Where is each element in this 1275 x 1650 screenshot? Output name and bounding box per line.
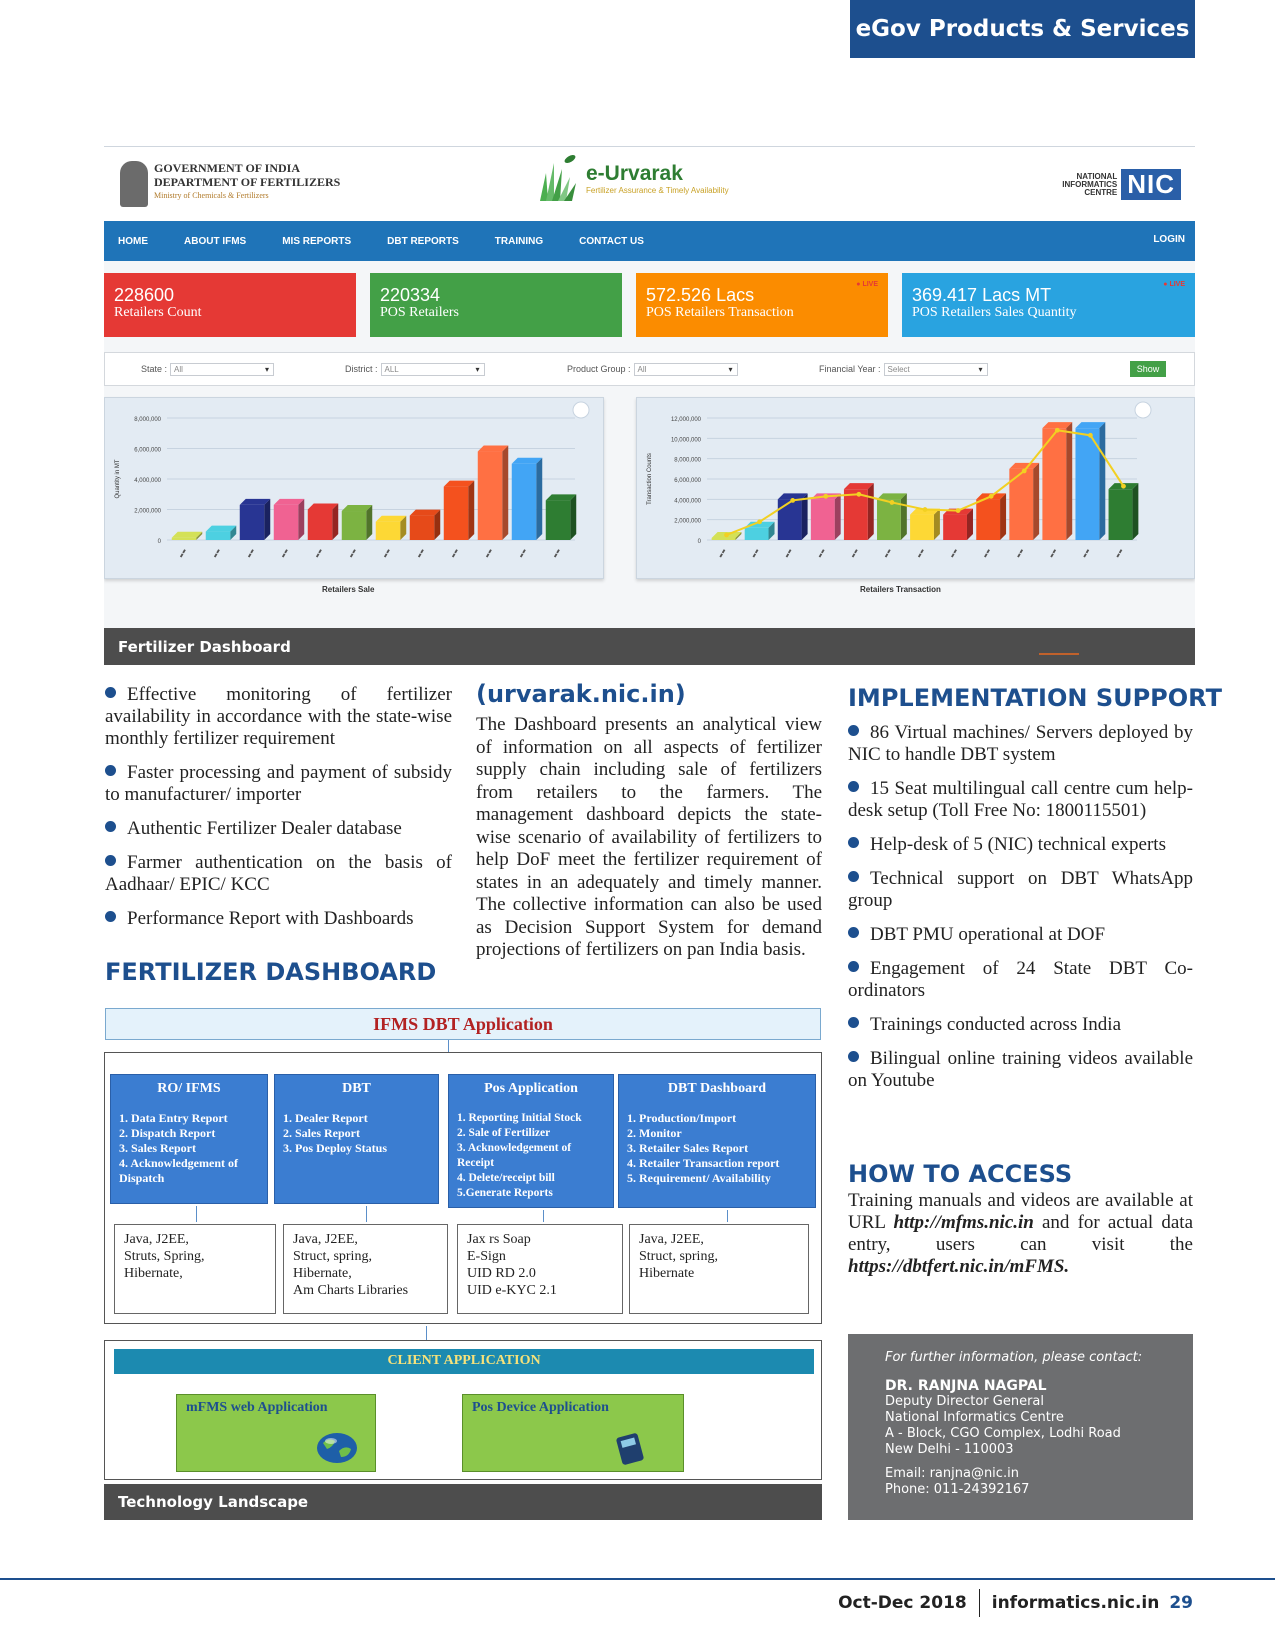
chart-menu-icon bbox=[573, 402, 589, 418]
y-axis-label: Transaction Counts bbox=[647, 453, 653, 505]
module-title: DBT bbox=[342, 1081, 371, 1096]
arrow-connector bbox=[543, 1210, 544, 1222]
list-item: Technical support on DBT WhatsApp group bbox=[848, 868, 1193, 911]
module-title: RO/ IFMS bbox=[157, 1081, 221, 1096]
bar-side bbox=[1099, 422, 1105, 540]
bar bbox=[376, 522, 400, 540]
module-ro-ifms: RO/ IFMS 1. Data Entry Report 2. Dispatch Report 3. Sales Report 4. Acknowledgement of Dispatch bbox=[110, 1074, 268, 1204]
bar-side bbox=[366, 505, 372, 540]
trend-point bbox=[890, 500, 895, 505]
list-item: Bilingual online training videos available on Youtube bbox=[848, 1048, 1193, 1091]
x-tick-mark: ▬▬ bbox=[1081, 547, 1092, 560]
bullet-icon bbox=[848, 961, 859, 972]
arrow-connector bbox=[426, 1326, 427, 1340]
financial-year-select[interactable]: Select ▾ bbox=[884, 363, 988, 376]
bar bbox=[172, 538, 196, 540]
trend-point bbox=[1088, 433, 1093, 438]
bar-side bbox=[835, 493, 841, 540]
bar bbox=[546, 500, 570, 540]
goi-logo bbox=[120, 161, 340, 207]
contact-intro: For further information, please contact: bbox=[885, 1350, 1143, 1365]
list-item: DBT PMU operational at DOF bbox=[848, 924, 1193, 946]
nic-full-name: NATIONAL INFORMATICS CENTRE bbox=[1062, 171, 1118, 197]
live-badge: ● LIVE bbox=[856, 281, 878, 288]
state-select[interactable]: All ▾ bbox=[170, 363, 274, 376]
kpi-label: POS Retailers bbox=[380, 305, 459, 320]
y-tick-label: 2,000,000 bbox=[674, 518, 701, 525]
arrow-connector bbox=[448, 1040, 449, 1052]
kpi-value: 572.526 Lacs bbox=[646, 285, 755, 305]
bullet-icon bbox=[105, 855, 116, 866]
module-dbt-dashboard: DBT Dashboard 1. Production/Import 2. Monitor 3. Retailer Sales Report 4. Retailer Transaction report 5. Requirement/ Availability bbox=[618, 1074, 816, 1208]
x-tick-mark: ▬▬ bbox=[552, 547, 563, 560]
bar bbox=[844, 489, 868, 540]
kpi-label: POS Retailers Sales Quantity bbox=[912, 305, 1077, 320]
list-item: 86 Virtual machines/ Servers deployed by NIC to handle DBT system bbox=[848, 722, 1193, 765]
bullet-icon bbox=[848, 1017, 859, 1028]
how-to-access-text: Training manuals and videos are available at URL http://mfms.nic.in and for actual data entry, users can visit the https://dbtfert.nic.in/mFMS. bbox=[848, 1190, 1193, 1277]
tech-stack-ro-ifms: Java, J2EE, Struts, Spring, Hibernate, bbox=[114, 1224, 276, 1314]
list-item: Faster processing and payment of subsidy to manufacturer/ importer bbox=[105, 762, 452, 805]
state-filter[interactable] bbox=[141, 363, 274, 376]
y-tick-label: 10,000,000 bbox=[670, 437, 701, 444]
y-tick-label: 12,000,000 bbox=[670, 417, 701, 423]
trend-point bbox=[1022, 469, 1027, 474]
section-tab: eGov Products & Services bbox=[850, 0, 1195, 58]
y-axis-label: Quantity in MT bbox=[115, 459, 121, 499]
footer-site: informatics.nic.in bbox=[991, 1593, 1160, 1613]
contact-address-line2: New Delhi - 110003 bbox=[885, 1442, 1014, 1457]
mfms-url-link[interactable]: http://mfms.nic.in bbox=[893, 1212, 1034, 1233]
figure-caption-text: Fertilizer Dashboard bbox=[118, 637, 291, 656]
bar bbox=[308, 510, 332, 541]
kpi-label: Retailers Count bbox=[114, 305, 202, 320]
district-filter[interactable] bbox=[345, 363, 485, 376]
bar bbox=[274, 505, 298, 540]
urvarak-logo bbox=[536, 153, 729, 203]
retailers-transaction-chart bbox=[636, 397, 1195, 579]
product-group-filter[interactable] bbox=[567, 363, 738, 376]
y-tick-label: 4,000,000 bbox=[674, 498, 701, 505]
bar-side bbox=[1000, 493, 1006, 540]
bullet-icon bbox=[105, 687, 116, 698]
list-item: Effective monitoring of fertilizer availability in accordance with the state-wise monthly fertilizer requirement bbox=[105, 684, 452, 749]
nav-mis-reports[interactable]: MIS REPORTS bbox=[282, 235, 352, 247]
nav-about-ifms[interactable]: ABOUT IFMS bbox=[184, 235, 247, 247]
national-emblem-icon bbox=[120, 161, 148, 207]
district-filter-label: District : bbox=[345, 363, 378, 374]
bullet-icon bbox=[105, 911, 116, 922]
dashboard-screenshot bbox=[104, 146, 1195, 628]
x-tick-mark: ▬▬ bbox=[850, 547, 860, 560]
list-item: 15 Seat multilingual call centre cum help-desk setup (Toll Free No: 1800115501) bbox=[848, 778, 1193, 821]
kpi-pos-sales-quantity[interactable] bbox=[902, 273, 1195, 337]
bar bbox=[1109, 489, 1133, 540]
nic-logo bbox=[1047, 169, 1181, 200]
diagram-title: IFMS DBT Application bbox=[105, 1008, 821, 1040]
module-title: Pos Application bbox=[484, 1081, 578, 1096]
contact-box bbox=[848, 1334, 1193, 1520]
arrow-connector bbox=[196, 1206, 197, 1222]
kpi-value: 220334 bbox=[380, 285, 441, 305]
page-number: 29 bbox=[1169, 1593, 1193, 1613]
heading-implementation-support: IMPLEMENTATION SUPPORT bbox=[848, 684, 1222, 712]
bar-side bbox=[332, 504, 338, 541]
nav-contact-us[interactable]: CONTACT US bbox=[579, 235, 644, 247]
bar bbox=[778, 499, 802, 540]
kpi-pos-retailers[interactable] bbox=[370, 273, 622, 337]
x-tick-mark: ▬▬ bbox=[883, 547, 894, 560]
chart-menu-icon bbox=[1135, 402, 1151, 418]
y-tick-label: 6,000,000 bbox=[674, 478, 701, 484]
client-mfms-web-label: mFMS web Application bbox=[186, 1400, 328, 1415]
client-mfms-web bbox=[176, 1394, 376, 1472]
y-tick-label: 2,000,000 bbox=[134, 508, 161, 515]
x-tick-mark: ▬▬ bbox=[484, 547, 495, 560]
state-filter-label: State : bbox=[141, 363, 168, 374]
show-button[interactable]: Show bbox=[1130, 361, 1166, 377]
financial-year-filter[interactable] bbox=[819, 363, 988, 376]
retailers-transaction-caption: Retailers Transaction bbox=[860, 585, 941, 594]
nic-wordmark: NIC bbox=[1121, 169, 1181, 200]
x-tick-mark: ▬▬ bbox=[783, 547, 794, 560]
bar bbox=[877, 499, 901, 540]
y-tick-label: 4,000,000 bbox=[134, 478, 161, 484]
bar-side bbox=[1132, 483, 1138, 540]
trend-point bbox=[823, 494, 828, 499]
portal-header bbox=[104, 147, 1195, 221]
contact-organization: National Informatics Centre bbox=[885, 1410, 1064, 1425]
bar-side bbox=[570, 494, 576, 540]
bar-side bbox=[868, 483, 874, 540]
x-tick-mark: ▬▬ bbox=[1114, 547, 1125, 560]
trend-point bbox=[1121, 484, 1126, 489]
client-application-title: CLIENT APPLICATION bbox=[114, 1349, 814, 1374]
app-tagline: Fertilizer Assurance & Timely Availability bbox=[586, 185, 729, 195]
tech-stack-pos: Jax rs Soap E-Sign UID RD 2.0 UID e-KYC 2.1 bbox=[457, 1224, 623, 1314]
district-select[interactable]: ALL ▾ bbox=[381, 363, 485, 376]
bar bbox=[342, 511, 366, 540]
pos-terminal-icon bbox=[613, 1431, 647, 1465]
bar-side bbox=[802, 493, 808, 540]
bar-side bbox=[264, 499, 270, 540]
retailers-sale-caption: Retailers Sale bbox=[322, 585, 375, 594]
list-item: Farmer authentication on the basis of Aadhaar/ EPIC/ KCC bbox=[105, 852, 452, 895]
x-tick-mark: ▬▬ bbox=[518, 547, 529, 560]
x-tick-mark: ▬▬ bbox=[246, 547, 257, 560]
contact-name: DR. RANJNA NAGPAL bbox=[885, 1378, 1047, 1394]
y-tick-label: 6,000,000 bbox=[134, 447, 161, 454]
kpi-retailers-count[interactable] bbox=[104, 273, 356, 337]
goi-line3: Ministry of Chemicals & Fertilizers bbox=[154, 191, 269, 200]
bar-side bbox=[901, 493, 907, 540]
x-tick-mark: ▬▬ bbox=[916, 547, 927, 560]
tech-stack-dbt: Java, J2EE, Struct, spring, Hibernate, Am Charts Libraries bbox=[283, 1224, 448, 1314]
x-tick-mark: ▬▬ bbox=[750, 547, 761, 560]
trend-point bbox=[923, 507, 928, 512]
contact-phone: Phone: 011-24392167 bbox=[885, 1482, 1030, 1497]
grass-icon bbox=[536, 153, 580, 203]
contact-designation: Deputy Director General bbox=[885, 1394, 1045, 1409]
contact-address-line1: A - Block, CGO Complex, Lodhi Road bbox=[885, 1426, 1121, 1441]
x-tick-mark: ▬▬ bbox=[280, 547, 291, 560]
x-tick-mark: ▬▬ bbox=[949, 547, 960, 560]
bar-side bbox=[1066, 422, 1072, 540]
x-tick-mark: ▬▬ bbox=[212, 547, 223, 560]
bar bbox=[745, 528, 769, 540]
list-item: Help-desk of 5 (NIC) technical experts bbox=[848, 834, 1193, 856]
x-tick-mark: ▬▬ bbox=[348, 547, 359, 560]
x-tick-mark: ▬▬ bbox=[816, 547, 827, 560]
x-tick-mark: ▬▬ bbox=[717, 547, 728, 560]
y-tick-label: 0 bbox=[697, 539, 701, 545]
trend-point bbox=[856, 492, 861, 497]
list-item: Performance Report with Dashboards bbox=[105, 908, 452, 930]
nav-login[interactable]: LOGIN bbox=[1153, 234, 1185, 245]
bullet-icon bbox=[848, 837, 859, 848]
nav-dbt-reports[interactable]: DBT REPORTS bbox=[387, 235, 459, 247]
trend-point bbox=[1055, 428, 1060, 433]
figure-caption-dashboard bbox=[104, 628, 1195, 665]
filter-bar bbox=[104, 352, 1195, 386]
bar bbox=[910, 515, 934, 540]
bar-side bbox=[1033, 463, 1039, 540]
retailers-sale-chart bbox=[104, 397, 604, 579]
tech-stack-dashboard: Java, J2EE, Struct, spring, Hibernate bbox=[629, 1224, 809, 1314]
trend-point bbox=[757, 519, 762, 524]
trend-point bbox=[956, 508, 961, 513]
heading-fertilizer-dashboard: FERTILIZER DASHBOARD bbox=[105, 958, 437, 986]
financial-year-filter-label: Financial Year : bbox=[819, 363, 881, 374]
y-tick-label: 8,000,000 bbox=[134, 417, 161, 423]
globe-icon bbox=[315, 1431, 359, 1465]
retailers-sale-chart-svg bbox=[105, 398, 605, 580]
implementation-list bbox=[848, 722, 1193, 1104]
kpi-pos-transactions[interactable] bbox=[636, 273, 888, 337]
x-tick-mark: ▬▬ bbox=[982, 547, 993, 560]
bullet-icon bbox=[848, 781, 859, 792]
bar-side bbox=[468, 481, 474, 540]
bar bbox=[478, 452, 502, 540]
bar-side bbox=[298, 499, 304, 540]
arrow-connector bbox=[366, 1206, 367, 1222]
page-footer bbox=[838, 1590, 1193, 1616]
y-tick-label: 8,000,000 bbox=[674, 457, 701, 464]
bar bbox=[240, 505, 264, 540]
module-pos-application: Pos Application 1. Reporting Initial Stock 2. Sale of Fertilizer 3. Acknowledgement of Receipt 4. Delete/receipt bill 5.Generate Reports bbox=[448, 1074, 614, 1208]
retailers-transaction-chart-svg bbox=[637, 398, 1195, 580]
heading-urvarak-url: (urvarak.nic.in) bbox=[476, 680, 686, 708]
nav-training[interactable]: TRAINING bbox=[494, 235, 544, 247]
bar bbox=[410, 516, 434, 540]
y-tick-label: 0 bbox=[157, 539, 161, 545]
dbtfert-url-link[interactable]: https://dbtfert.nic.in/mFMS. bbox=[848, 1256, 1070, 1277]
module-dbt: DBT 1. Dealer Report 2. Sales Report 3. Pos Deploy Status bbox=[274, 1074, 439, 1204]
footer-separator bbox=[979, 1589, 980, 1617]
bar-side bbox=[502, 446, 508, 540]
bullet-icon bbox=[848, 871, 859, 882]
footer-rule bbox=[0, 1578, 1275, 1580]
product-group-select[interactable]: All ▾ bbox=[634, 363, 738, 376]
x-tick-mark: ▬▬ bbox=[450, 547, 461, 560]
left-column bbox=[105, 684, 452, 942]
bar-side bbox=[536, 458, 542, 540]
middle-body: The Dashboard presents an analytical view of information on all aspects of fertilizer supply chain including sale of fertilizers from retailers to the farmers. The management dashboard depicts the state-wise scenario of availability of fertilizers to help DoF meet the fertilizer requirement of states in an adequately and timely manner. The collective information can also be used as Decision Support System for demand projections of fertilizers on pan India basis. bbox=[476, 714, 822, 960]
list-item: Trainings conducted across India bbox=[848, 1014, 1193, 1036]
trend-point bbox=[724, 533, 729, 538]
figure-caption-technology: Technology Landscape bbox=[104, 1484, 822, 1520]
bar bbox=[811, 499, 835, 540]
module-title: DBT Dashboard bbox=[667, 1081, 767, 1096]
goi-line2: DEPARTMENT OF FERTILIZERS bbox=[154, 175, 341, 189]
bar bbox=[444, 487, 468, 540]
x-tick-mark: ▬▬ bbox=[1048, 547, 1059, 560]
contact-email[interactable]: Email: ranjna@nic.in bbox=[885, 1466, 1019, 1481]
bar bbox=[712, 538, 736, 540]
app-title: e-Urvarak bbox=[586, 161, 683, 185]
kpi-value: 369.417 Lacs MT bbox=[912, 285, 1052, 305]
bullet-icon bbox=[105, 765, 116, 776]
live-badge: ● LIVE bbox=[1163, 281, 1185, 288]
nav-home[interactable]: HOME bbox=[118, 235, 148, 247]
x-tick-mark: ▬▬ bbox=[382, 547, 393, 560]
trend-point bbox=[989, 494, 994, 499]
footer-issue: Oct-Dec 2018 bbox=[838, 1593, 967, 1613]
trend-point bbox=[790, 498, 795, 503]
product-group-filter-label: Product Group : bbox=[567, 363, 631, 374]
bar bbox=[943, 515, 967, 540]
x-tick-mark: ▬▬ bbox=[416, 547, 427, 560]
x-tick-mark: ▬▬ bbox=[178, 547, 189, 560]
heading-how-to-access: HOW TO ACCESS bbox=[848, 1160, 1073, 1188]
bullet-icon bbox=[848, 1051, 859, 1062]
bullet-icon bbox=[848, 725, 859, 736]
portal-nav bbox=[104, 221, 1195, 261]
list-item: Authentic Fertilizer Dealer database bbox=[105, 818, 452, 840]
bar bbox=[976, 499, 1000, 540]
client-pos-device-label: Pos Device Application bbox=[472, 1400, 609, 1415]
client-pos-device bbox=[462, 1394, 684, 1472]
kpi-label: POS Retailers Transaction bbox=[646, 305, 794, 320]
bar bbox=[206, 532, 230, 540]
goi-line1: GOVERNMENT OF INDIA bbox=[154, 161, 301, 175]
x-tick-mark: ▬▬ bbox=[314, 547, 325, 560]
list-item: Engagement of 24 State DBT Co-ordinators bbox=[848, 958, 1193, 1001]
kpi-value: 228600 bbox=[114, 285, 175, 305]
bullet-icon bbox=[848, 927, 859, 938]
x-tick-mark: ▬▬ bbox=[1015, 547, 1026, 560]
bullet-icon bbox=[105, 821, 116, 832]
bar bbox=[512, 464, 536, 540]
arrow-connector bbox=[727, 1210, 728, 1222]
caption-accent bbox=[1039, 653, 1079, 655]
